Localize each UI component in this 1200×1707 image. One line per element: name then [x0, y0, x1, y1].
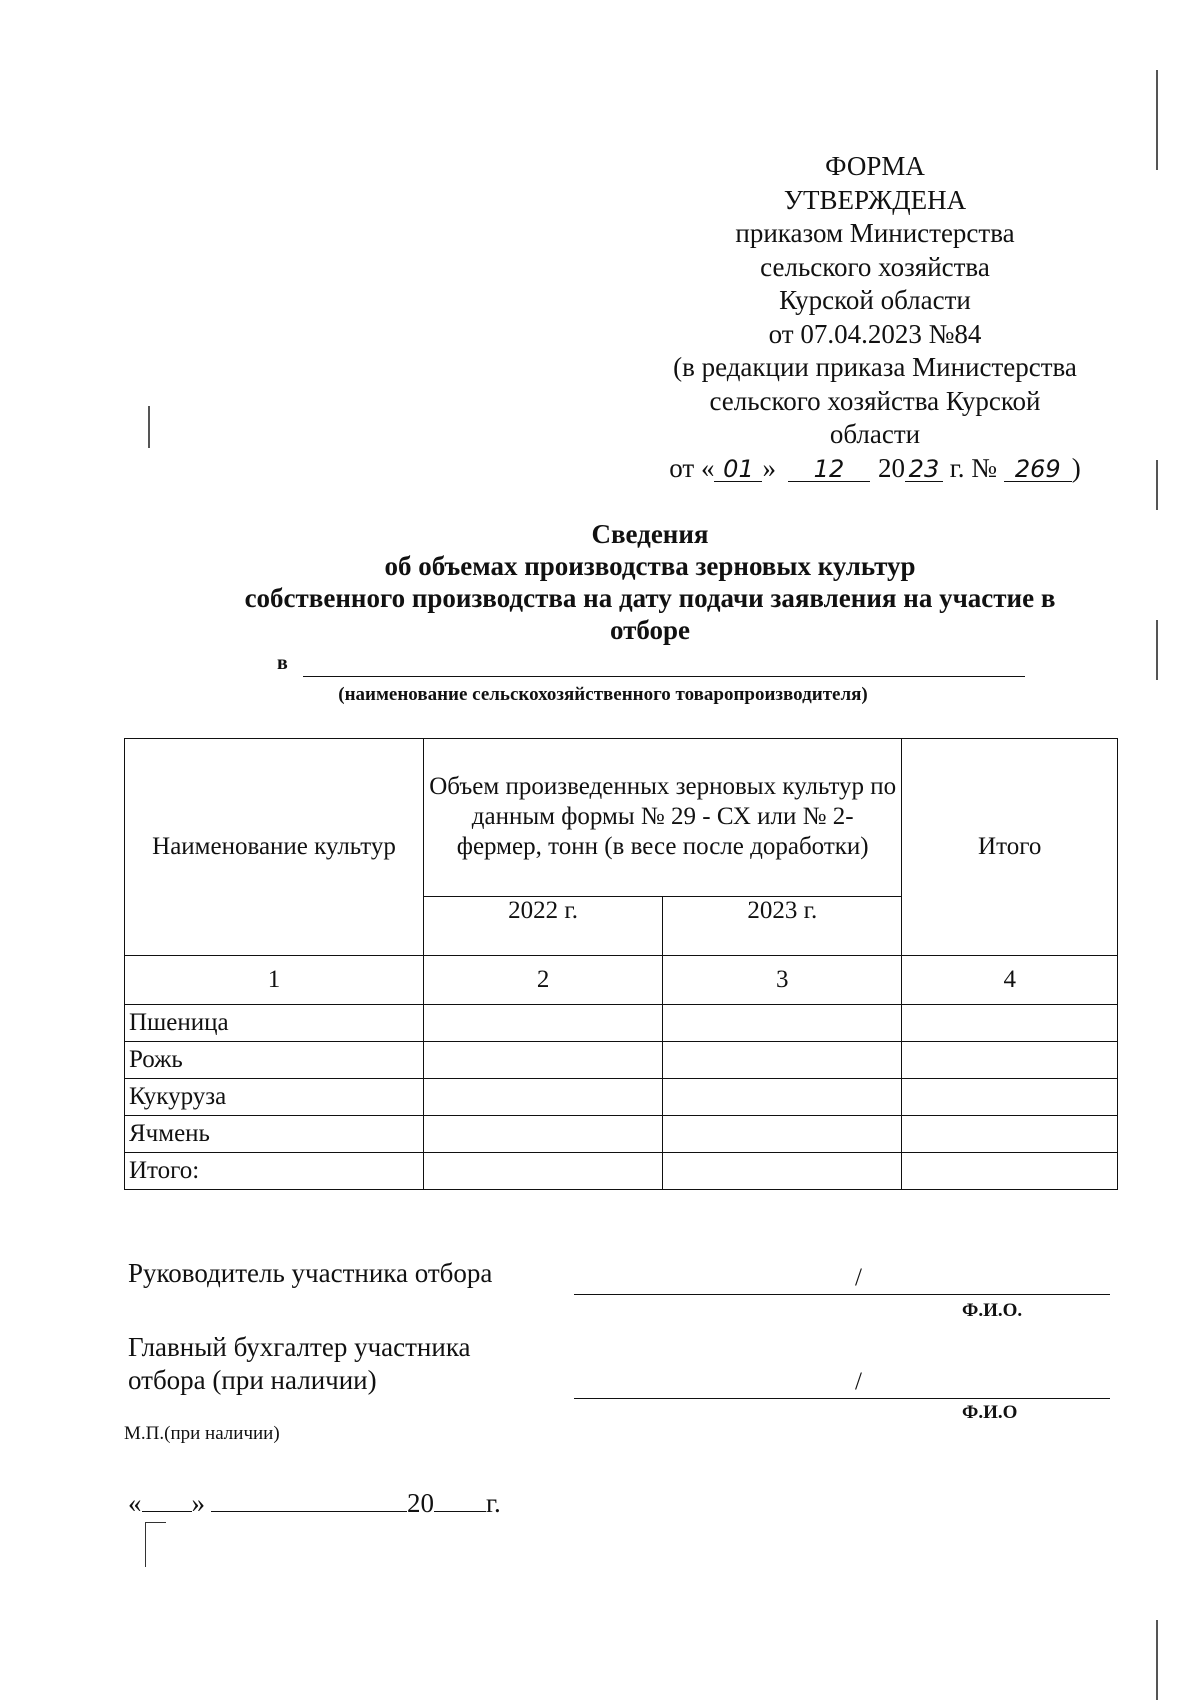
header-total: Итого — [902, 739, 1118, 956]
scan-artifact — [1156, 460, 1158, 510]
title-line: Сведения — [591, 519, 709, 549]
grain-volume-table — [124, 738, 1118, 1190]
table-row — [125, 1042, 1118, 1079]
value-cell[interactable] — [424, 1153, 663, 1190]
month-blank[interactable] — [211, 1491, 407, 1512]
column-number: 4 — [902, 956, 1118, 1005]
value-cell[interactable] — [902, 1005, 1118, 1042]
table-row-total — [125, 1153, 1118, 1190]
document-title — [160, 518, 1140, 646]
value-cell[interactable] — [424, 1079, 663, 1116]
scan-artifact — [1156, 70, 1158, 170]
recipient-prefix: в — [277, 652, 288, 674]
stamp-place-caption: М.П.(при наличии) — [124, 1423, 280, 1444]
accountant-signature-slash: / — [855, 1368, 862, 1395]
table-row — [125, 1079, 1118, 1116]
crop-name-cell: Ячмень — [125, 1116, 424, 1153]
date-open-quote: « — [128, 1488, 142, 1518]
date-year-prefix: 20 — [407, 1488, 434, 1518]
value-cell[interactable] — [902, 1116, 1118, 1153]
title-line: собственного производства на дату подачи заявления на участие в — [244, 583, 1056, 613]
scan-artifact — [1156, 1620, 1158, 1700]
value-cell[interactable] — [424, 1042, 663, 1079]
date-close-quote: » — [191, 1488, 205, 1518]
approval-line: ФОРМА — [825, 151, 925, 181]
column-number-row — [125, 956, 1118, 1005]
approval-block — [640, 150, 1110, 485]
scan-artifact — [148, 406, 150, 448]
number-prefix: г. № — [942, 452, 1004, 483]
table-row — [125, 1005, 1118, 1042]
accountant-signature-label-2: отбора (при наличии) — [128, 1365, 377, 1395]
approval-line: приказом Министерства — [735, 218, 1015, 248]
scan-artifact — [1156, 620, 1158, 680]
corner-mark — [145, 1522, 166, 1567]
handwritten-order-number: 269 — [1004, 457, 1072, 482]
approval-line: от 07.04.2023 №84 — [768, 318, 982, 349]
approval-line: сельского хозяйства Курской — [709, 385, 1041, 416]
handwritten-year: 23 — [905, 457, 943, 482]
amendment-date-line — [640, 452, 1110, 486]
value-cell[interactable] — [663, 1116, 902, 1153]
column-number: 3 — [663, 956, 902, 1005]
day-blank[interactable] — [142, 1491, 192, 1512]
header-production-volume: Объем произведенных зерновых культур по данным формы № 29 - СХ или № 2- фермер, тонн (в весе после доработки) — [424, 739, 902, 897]
value-cell[interactable] — [663, 1153, 902, 1190]
crop-name-cell: Пшеница — [125, 1005, 424, 1042]
crop-name-cell: Кукуруза — [125, 1079, 424, 1116]
date-suffix: ) — [1071, 452, 1081, 483]
handwritten-day: 01 — [714, 457, 762, 482]
date-prefix: от « — [669, 452, 715, 483]
recipient-caption: (наименование сельскохозяйственного товаропроизводителя) — [338, 684, 868, 705]
approval-line: (в редакции приказа Министерства — [673, 352, 1077, 382]
signing-date-line — [128, 1488, 501, 1519]
head-signature-slash: / — [855, 1264, 862, 1291]
approval-line: УТВЕРЖДЕНА — [783, 184, 967, 215]
crop-name-cell: Итого: — [125, 1153, 424, 1190]
head-signature-line[interactable] — [574, 1294, 1110, 1295]
value-cell[interactable] — [902, 1153, 1118, 1190]
year-prefix: 20 — [877, 452, 905, 483]
date-year-suffix: г. — [486, 1488, 501, 1518]
approval-line: области — [829, 419, 921, 449]
head-signature-label: Руководитель участника отбора — [128, 1258, 493, 1288]
value-cell[interactable] — [663, 1042, 902, 1079]
accountant-signature-label-1: Главный бухгалтер участника — [128, 1332, 471, 1362]
value-cell[interactable] — [663, 1005, 902, 1042]
header-crop-name: Наименование культур — [125, 739, 424, 956]
approval-line: сельского хозяйства — [760, 251, 990, 282]
header-year-2022: 2022 г. — [424, 896, 663, 955]
crop-name-cell: Рожь — [125, 1042, 424, 1079]
accountant-fio-caption: Ф.И.О — [962, 1402, 1018, 1423]
value-cell[interactable] — [663, 1079, 902, 1116]
accountant-signature-line[interactable] — [574, 1398, 1110, 1399]
title-line: об объемах производства зерновых культур — [384, 551, 916, 581]
handwritten-month: 12 — [788, 457, 870, 482]
header-year-2023: 2023 г. — [663, 896, 902, 955]
value-cell[interactable] — [902, 1042, 1118, 1079]
date-separator: » — [762, 452, 776, 483]
value-cell[interactable] — [424, 1116, 663, 1153]
value-cell[interactable] — [902, 1079, 1118, 1116]
year-blank[interactable] — [434, 1491, 486, 1512]
recipient-blank-line[interactable] — [303, 676, 1025, 677]
value-cell[interactable] — [424, 1005, 663, 1042]
column-number: 2 — [424, 956, 663, 1005]
column-number: 1 — [125, 956, 424, 1005]
approval-line: Курской области — [779, 285, 971, 315]
head-fio-caption: Ф.И.О. — [962, 1300, 1023, 1321]
title-line: отборе — [609, 615, 691, 645]
table-row — [125, 1116, 1118, 1153]
